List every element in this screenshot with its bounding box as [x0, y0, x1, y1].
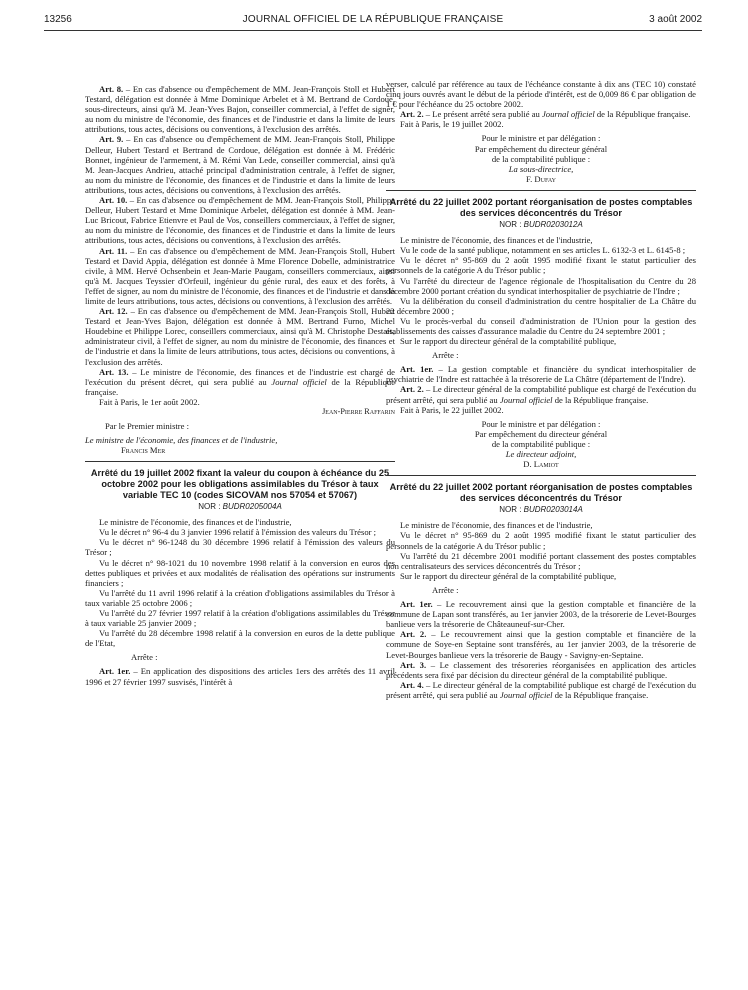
article-4: Art. 4. – Le directeur général de la comptabilité publique est chargé de l'exécution du présent arrêté, qui sera publié au Journal officiel de la République française.: [386, 679, 697, 700]
signer-role: Le directeur adjoint,: [505, 449, 577, 459]
delegation-line: Pour le ministre et par délégation :: [481, 133, 601, 144]
article-1: Art. 1er. – Le recouvrement ainsi que la gestion comptable et financière de la commune de Lapan sont transférés, au 1er janvier 2003, de la trésorerie de Levet-Bourges banlieue vers la trésorerie de Châteauneuf-sur-Cher.: [386, 599, 696, 630]
article-1-continued: verser, calculé par référence au taux de l'échéance constante à dix ans (TEC 10) constaté cinq jours ouvrés avant le début de la période d'intérêt, est de 0,009 86 € par obligation de 1 € pour l'échéance du 25 octobre 2002.: [386, 79, 696, 110]
visa-line: Sur le rapport du directeur général de la comptabilité publique,: [400, 570, 617, 581]
arrete-heading: Arrête :: [432, 350, 459, 361]
visa-line: Le ministre de l'économie, des finances et de l'industrie,: [400, 235, 593, 246]
visa-line: Vu le décret n° 95-869 du 2 août 1995 modifié fixant le statut particulier des personnels de la catégorie A du Trésor public ;: [386, 530, 696, 551]
journal-title: JOURNAL OFFICIEL DE LA RÉPUBLIQUE FRANÇAISE: [242, 14, 504, 25]
nor-reference: NOR : BUDR0205004A: [198, 502, 282, 512]
decree-title-reorganisation-2: Arrêté du 22 juillet 2002 portant réorganisation de postes comptables des services déconcentrés du Trésor: [389, 482, 693, 503]
left-column: [85, 84, 395, 687]
nor-reference: NOR : BUDR0203014A: [499, 505, 583, 515]
visa-line: Vu l'arrêté du 21 décembre 2001 modifié portant classement des postes comptables non centralisateurs des services déconcentrés du Trésor ;: [386, 550, 696, 571]
article-13: Art. 13. – Le ministre de l'économie, des finances et de l'industrie est chargé de l'exécution du présent décret, qui sera publié au Journal officiel de la République française.: [85, 366, 396, 397]
delegation-line: de la comptabilité publique :: [491, 438, 591, 449]
visa-line: Vu le décret n° 96-1248 du 30 décembre 1996 relatif à l'émission des valeurs du Trésor ;: [85, 537, 395, 558]
article-3: Art. 3. – Le classement des trésoreries réorganisées en application des articles précédents sera fixé par décision du directeur général de la comptabilité publique.: [386, 659, 696, 680]
visa-line: Vu le procès-verbal du conseil d'administration de l'Union pour la gestion des établissements des caisses d'assurance maladie du Centre du 24 septembre 2001 ;: [386, 315, 696, 336]
visa-line: Le ministre de l'économie, des finances et de l'industrie,: [400, 520, 593, 531]
article-2: Art. 2. – Le présent arrêté sera publié au Journal officiel de la République française.: [400, 109, 691, 120]
delegation-line: Pour le ministre et par délégation :: [481, 418, 601, 429]
article-12: Art. 12. – En cas d'absence ou d'empêchement de MM. Jean-François Stoll, Hubert Testard et Jean-Yves Bajon, délégation est donnée à MM. Bertrand Furno, Michel Houdebine et Philippe Lorec, conseillers commerciaux, ainsi qu'à M. Christophe Destais, administrateur civil, à l'effet de signer, au nom du ministre de l'économie, des finances et de l'industrie et dans la limite de leurs attributions, tous actes, décisions ou conventions, à l'exclusion des arrêtés.: [85, 306, 396, 367]
decree-title-reorganisation-1: Arrêté du 22 juillet 2002 portant réorganisation de postes comptables des services déconcentrés du Trésor: [389, 196, 693, 218]
article-8: Art. 8. – En cas d'absence ou d'empêchement de MM. Jean-François Stoll et Hubert Testard, délégation est donnée à Mme Dominique Arbelet et à M. Bertrand de Cordoue, sous-directeurs, ainsi qu'à M. Jean-Yves Bajon, conseiller commercial, à l'effet de signer, au nom du ministre de l'économie, des finances et de l'industrie et dans la limite de leurs attributions, tous actes, décisions ou conventions, à l'exclusion des arrêtés.: [85, 84, 396, 135]
issue-date: 3 août 2002: [649, 14, 702, 25]
visa-line: Vu le décret n° 98-1021 du 10 novembre 1998 relatif à la conversion en euros des dettes publiques et privées et aux modalités de réalisation des opérations sur instruments financiers ;: [85, 557, 395, 588]
signer-raffarin: Jean-Pierre Raffarin: [322, 407, 395, 416]
decree-title-coupon: Arrêté du 19 juillet 2002 fixant la valeur du coupon à échéance du 25 octobre 2002 pour les obligations assimilables du Trésor à taux variable TEC 10 (codes SICOVAM nos 57054 et 57067): [90, 468, 390, 500]
visa-line: Le ministre de l'économie, des finances et de l'industrie,: [99, 517, 292, 528]
nor-reference: NOR : BUDR0203012A: [499, 220, 583, 230]
signer-dufay: F. Dufay: [526, 173, 556, 184]
article-1: Art. 1er. – La gestion comptable et financière du syndicat interhospitalier de psychiatrie de l'Indre est rattachée à la trésorerie de La Châtre (département de l'Indre).: [386, 364, 696, 385]
article-11: Art. 11. – En cas d'absence ou d'empêchement de MM. Jean-François Stoll, Hubert Testard et David Appia, délégation est donnée à Mme Florence Dobelle, administratrice civile, à MM. Hervé Ochsenbein et Jean-Marie Paugam, conseillers commerciaux, ainsi qu'à M. Jacques Teyssier d'Orfeuil, ingénieur du génie rural, des eaux et des forêts, à l'effet de signer, au nom du ministre de l'économie, des finances et de l'industrie et dans la limite de leurs attributions, tous actes, décisions ou conventions, à l'exclusion des arrêtés.: [85, 245, 395, 306]
arrete-heading: Arrête :: [432, 584, 459, 595]
signer-mer: Francis Mer: [121, 445, 166, 456]
signature-date: Fait à Paris, le 19 juillet 2002.: [400, 119, 504, 130]
right-column: [386, 79, 696, 700]
minister-role: Le ministre de l'économie, des finances et de l'industrie,: [85, 435, 278, 446]
header-rule: [44, 30, 702, 31]
article-separator: [85, 461, 395, 462]
article-separator: [386, 475, 696, 476]
article-1: Art. 1er. – En application des dispositions des articles 1ers des arrêtés des 11 avril 1996 et 27 février 1997 susvisés, l'intérêt à: [85, 666, 395, 687]
article-2: Art. 2. – Le recouvrement ainsi que la gestion comptable et financière de la commune de Soye-en Septaine sont transférés, au 1er janvier 2003, de la trésorerie de Levet-Bourges banlieue vers la trésorerie de Baugy - Savigny-en-Septaine.: [386, 629, 696, 660]
delegation-line: Par empêchement du directeur général: [474, 143, 608, 154]
visa-line: Vu l'arrêté du 11 avril 1996 relatif à la création d'obligations assimilables du Trésor à taux variable 25 octobre 2006 ;: [85, 587, 395, 608]
arrete-heading: Arrête :: [131, 652, 158, 663]
article-2: Art. 2. – Le directeur général de la comptabilité publique est chargé de l'exécution du présent arrêté, qui sera publié au Journal officiel de la République française.: [386, 384, 697, 405]
signature-date: Fait à Paris, le 22 juillet 2002.: [400, 404, 504, 415]
visa-line: Vu le décret n° 95-869 du 2 août 1995 modifié fixant le statut particulier des personnels de la catégorie A du Trésor public ;: [386, 255, 696, 276]
signer-lamiot: D. Lamiot: [523, 459, 559, 470]
delegation-line: de la comptabilité publique :: [491, 153, 591, 164]
article-10: Art. 10. – En cas d'absence ou d'empêchement de MM. Jean-François Stoll, Philippe Delleur, Hubert Testard et Mme Dominique Arbelet, délégation est donnée à MM. Jean-Luc Bricout, Fabrice Etienvre et Paul de Vos, conseillers commerciaux, à l'effet de signer, au nom du ministre de l'économie, des finances et de l'industrie et dans la limite de leurs attributions, tous actes, décisions ou conventions, à l'exclusion des arrêtés.: [85, 195, 395, 246]
visa-line: Vu la délibération du conseil d'administration du centre hospitalier de La Châtre du 22 décembre 2000 ;: [386, 295, 696, 316]
delegation-line: Par empêchement du directeur général: [474, 428, 608, 439]
signature-date: Fait à Paris, le 1er août 2002.: [99, 396, 200, 407]
visa-line: Sur le rapport du directeur général de la comptabilité publique,: [400, 336, 617, 347]
page-number: 13256: [44, 14, 72, 25]
visa-line: Vu le décret n° 96-4 du 3 janvier 1996 relatif à l'émission des valeurs du Trésor ;: [99, 527, 377, 538]
by-prime-minister: Par le Premier ministre :: [105, 421, 190, 432]
visa-line: Vu l'arrêté du 27 février 1997 relatif à la création d'obligations assimilables du Trésor à taux variable 25 janvier 2009 ;: [85, 608, 395, 629]
article-separator: [386, 190, 696, 191]
visa-line: Vu l'arrêté du 28 décembre 1998 relatif à la conversion en euros de la dette publique de l'Etat,: [85, 628, 395, 649]
page-header: [44, 14, 702, 30]
visa-line: Vu le code de la santé publique, notamment en ses articles L. 6132-3 et L. 6145-8 ;: [400, 245, 686, 256]
signer-role: La sous-directrice,: [508, 163, 574, 174]
article-9: Art. 9. – En cas d'absence ou d'empêchement de MM. Jean-François Stoll, Philippe Delleur, Hubert Testard et Bertrand de Cordoue, délégation est donnée à M. Frédéric Bonnet, ingénieur de l'armement, à M. Rémi Van Lede, conseiller commercial, ainsi qu'à M. Jean-Jacques Andrieu, attaché principal d'administration centrale, à l'effet de signer, au nom du ministre de l'économie, des finances et de l'industrie et dans la limite de leurs attributions, tous actes, décisions ou conventions, à l'exclusion des arrêtés.: [85, 134, 395, 195]
visa-line: Vu l'arrêté du directeur de l'agence régionale de l'hospitalisation du Centre du 28 décembre 2000 portant création du syndicat interhospitalier de psychiatrie de l'Indre ;: [386, 275, 696, 296]
